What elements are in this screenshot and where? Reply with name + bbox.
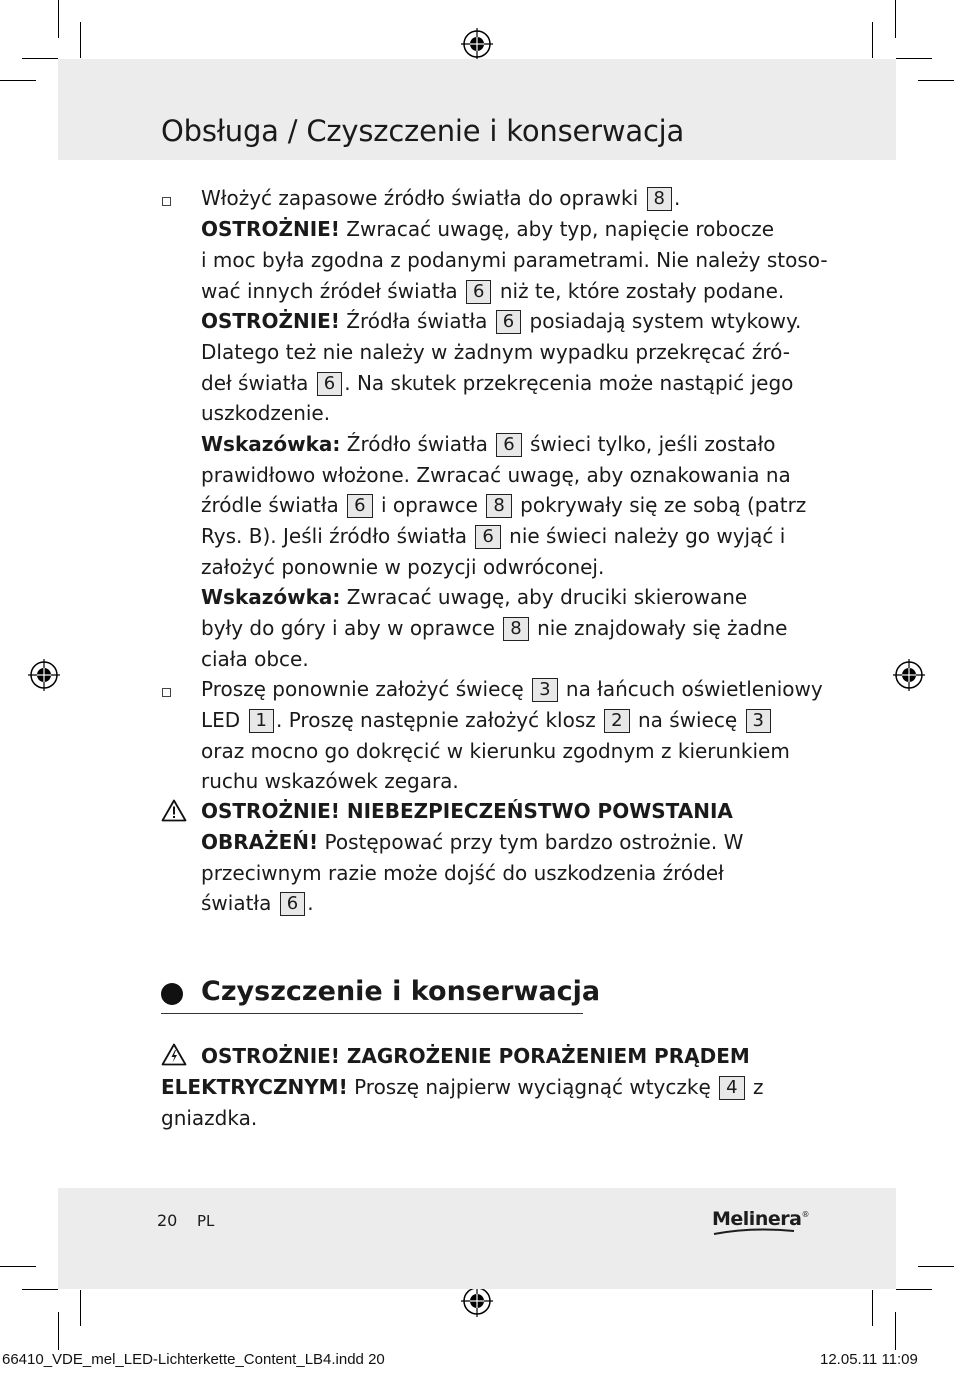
ref-number: 6 xyxy=(280,892,305,916)
crop-mark xyxy=(872,22,873,58)
hint-label: Wskazówka: xyxy=(201,432,341,456)
ref-number: 4 xyxy=(719,1076,744,1100)
ref-number: 6 xyxy=(475,525,500,549)
step1-line: Wskazówka: Zwracać uwagę, aby druciki skierowane xyxy=(201,585,748,609)
section-title: Czyszczenie i konserwacja xyxy=(201,976,601,1007)
crop-mark xyxy=(58,0,59,38)
step2-line: oraz mocno go dokręcić w kierunku zgodnym z kierunkiem xyxy=(201,739,790,763)
crop-mark xyxy=(895,0,896,38)
ref-number: 6 xyxy=(466,280,491,304)
registration-mark-icon xyxy=(461,28,493,60)
crop-mark xyxy=(895,1312,896,1350)
crop-mark xyxy=(918,1266,954,1267)
logo-swoosh-icon xyxy=(712,1228,796,1236)
step1-line: OSTROŻNIE! Zwracać uwagę, aby typ, napięcie robocze xyxy=(201,217,775,241)
warning-line: przeciwnym razie może dojść do uszkodzenia źródeł xyxy=(201,861,724,885)
step1-line: Rys. B). Jeśli źródło światła 6 nie świeci należy go wyjąć i xyxy=(201,524,786,548)
step1-line: źródle światła 6 i oprawce 8 pokrywały się ze sobą (patrz xyxy=(201,493,807,517)
brand-logo: Melinera® xyxy=(712,1208,809,1230)
print-slug-filename: 66410_VDE_mel_LED-Lichterkette_Content_LB4.indd 20 xyxy=(2,1351,385,1368)
warning-triangle-icon xyxy=(161,799,187,822)
registration-mark-icon xyxy=(28,659,60,691)
crop-mark xyxy=(22,1289,58,1290)
hint-label: Wskazówka: xyxy=(201,585,341,609)
ref-number: 3 xyxy=(532,678,557,702)
crop-mark xyxy=(872,1290,873,1326)
crop-mark xyxy=(896,58,932,59)
step2-line: Proszę ponownie założyć świecę 3 na łańcuch oświetleniowy xyxy=(201,677,823,701)
ref-number: 6 xyxy=(317,372,342,396)
registration-mark-icon xyxy=(893,659,925,691)
ref-number: 3 xyxy=(746,709,771,733)
warning-line: światła 6 . xyxy=(201,891,314,915)
warning-line: ELEKTRYCZNYM! Proszę najpierw wyciągnąć wtyczkę 4 z xyxy=(161,1075,764,1099)
step1-line: uszkodzenie. xyxy=(201,401,331,425)
ref-number: 8 xyxy=(647,187,672,211)
ref-number: 8 xyxy=(486,494,511,518)
page-title: Obsługa / Czyszczenie i konserwacja xyxy=(161,114,685,148)
step1-line: deł światła 6 . Na skutek przekręcenia może nastąpić jego xyxy=(201,371,794,395)
step1-line: Wskazówka: Źródło światła 6 świeci tylko, jeśli zostało xyxy=(201,432,776,456)
page-number: 20 xyxy=(157,1211,178,1230)
crop-mark xyxy=(22,58,58,59)
footer-band xyxy=(58,1188,896,1289)
caution-label: OSTROŻNIE! xyxy=(201,309,340,333)
warning-line: OSTROŻNIE! NIEBEZPIECZEŃSTWO POWSTANIA xyxy=(201,799,733,823)
bullet-square-icon xyxy=(162,688,171,697)
step2-line: ruchu wskazówek zegara. xyxy=(201,769,459,793)
warning-line: OSTROŻNIE! ZAGROŻENIE PORAŻENIEM PRĄDEM xyxy=(201,1044,750,1068)
crop-mark xyxy=(58,1312,59,1350)
warning-line: gniazdka. xyxy=(161,1106,258,1130)
step1-line: założyć ponownie w pozycji odwróconej. xyxy=(201,555,605,579)
ref-number: 6 xyxy=(496,433,521,457)
crop-mark xyxy=(0,80,36,81)
ref-number: 2 xyxy=(604,709,629,733)
step1-line: były do góry i aby w oprawce 8 nie znajdowały się żadne xyxy=(201,616,788,640)
step1-line: prawidłowo włożone. Zwracać uwagę, aby oznakowania na xyxy=(201,463,791,487)
ref-number: 8 xyxy=(503,617,528,641)
ref-number: 6 xyxy=(347,494,372,518)
step1-line: i moc była zgodna z podanymi parametrami. Nie należy stoso- xyxy=(201,248,828,272)
step1-line: ciała obce. xyxy=(201,647,309,671)
print-slug-date: 12.05.11 11:09 xyxy=(820,1351,918,1368)
crop-mark xyxy=(0,1266,36,1267)
step1-line: Włożyć zapasowe źródło światła do oprawki 8 . xyxy=(201,186,681,210)
ref-number: 6 xyxy=(496,310,521,334)
crop-mark xyxy=(80,22,81,58)
bullet-square-icon xyxy=(162,197,171,206)
registration-mark-icon xyxy=(461,1285,493,1317)
caution-label: OSTROŻNIE! xyxy=(201,217,340,241)
crop-mark xyxy=(918,80,954,81)
section-bullet-icon xyxy=(161,983,183,1005)
electric-hazard-icon xyxy=(161,1043,187,1066)
step1-line: wać innych źródeł światła 6 niż te, które zostały podane. xyxy=(201,279,785,303)
step1-line: OSTROŻNIE! Źródła światła 6 posiadają system wtykowy. xyxy=(201,309,802,333)
step1-line: Dlatego też nie należy w żadnym wypadku przekręcać źró- xyxy=(201,340,790,364)
warning-line: OBRAŻEŃ! Postępować przy tym bardzo ostrożnie. W xyxy=(201,830,744,854)
ref-number: 1 xyxy=(249,709,274,733)
crop-mark xyxy=(80,1290,81,1326)
section-underline xyxy=(161,1013,583,1014)
step2-line: LED 1 . Proszę następnie założyć klosz 2 na świecę 3 xyxy=(201,705,773,736)
crop-mark xyxy=(896,1289,932,1290)
language-code: PL xyxy=(197,1212,215,1230)
